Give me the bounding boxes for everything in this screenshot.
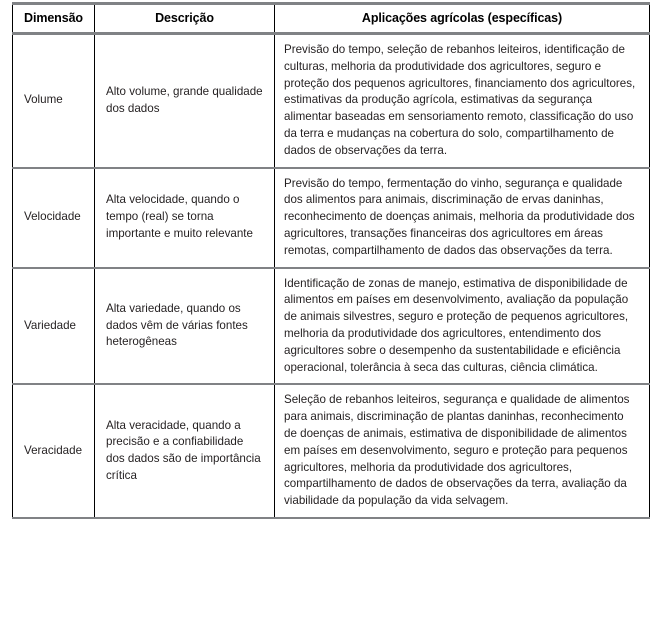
column-header-applications: Aplicações agrícolas (específicas) (275, 4, 650, 34)
cell-dimension: Variedade (24, 318, 76, 332)
column-header-description: Descrição (95, 4, 275, 34)
table-header (13, 4, 650, 34)
cell-description: Alta variedade, quando os dados vêm de várias fontes heterogêneas (95, 268, 275, 385)
cell-applications: Identificação de zonas de manejo, estimativa de disponibilidade de alimentos em países em desenvolvimento, avaliação da população de animais silvestres, seguro e proteção de pequenos agricultores, melhoria da produtividade dos agricultores, entendimento dos agricultores sobre o desempenho da sustentabilidade e eficiência operacional, tolerância à seca das culturas, ciência climática. (275, 268, 650, 385)
cell-applications: Previsão do tempo, fermentação do vinho, segurança e qualidade dos alimentos para animais, discriminação de ervas daninhas, reconhecimento de doenças animais, melhoria da produtividade dos agricultores, transações financeiras dos agricultores em áreas remotas, compartilhamento de dados das observações da terra. (275, 168, 650, 268)
cell-dimension: Veracidade (24, 443, 83, 457)
cell-description: Alta veracidade, quando a precisão e a confiabilidade dos dados são de importância crítica (95, 384, 275, 518)
cell-dimension: Velocidade (24, 210, 81, 224)
cell-applications: Seleção de rebanhos leiteiros, segurança e qualidade de alimentos para animais, discriminação de plantas daninhas, reconhecimento de doenças de animais, estimativa de disponibilidade de alimentos em países em desenvolvimento, seguro e proteção para pequenos agricultores, melhoria da produtividade dos agricultores, compartilhamento de dados de observações da terra, avaliação da viabilidade da população da vida selvagem. (275, 384, 650, 518)
table-row (13, 268, 650, 385)
cell-description: Alta velocidade, quando o tempo (real) se torna importante e muito relevante (95, 168, 275, 268)
header-row (13, 4, 650, 34)
table-row (13, 34, 650, 168)
cell-dimension: Volume (24, 93, 63, 107)
column-header-dimension: Dimensão (24, 11, 83, 25)
big-data-dimensions-table (12, 2, 650, 519)
cell-applications: Previsão do tempo, seleção de rebanhos leiteiros, identificação de culturas, melhoria da produtividade dos agricultores, seguro e proteção dos pequenos agricultores, financiamento dos agricultores, estimativas da produção agrícola, estimativas da segurança alimentar baseadas em sensoriamento remoto, classificação do uso da terra e mudanças na cobertura do solo, compartilhamento de dados de observações da terra. (275, 34, 650, 168)
table-row (13, 384, 650, 518)
cell-description: Alto volume, grande qualidade dos dados (95, 34, 275, 168)
table-body (13, 34, 650, 518)
table-row (13, 168, 650, 268)
